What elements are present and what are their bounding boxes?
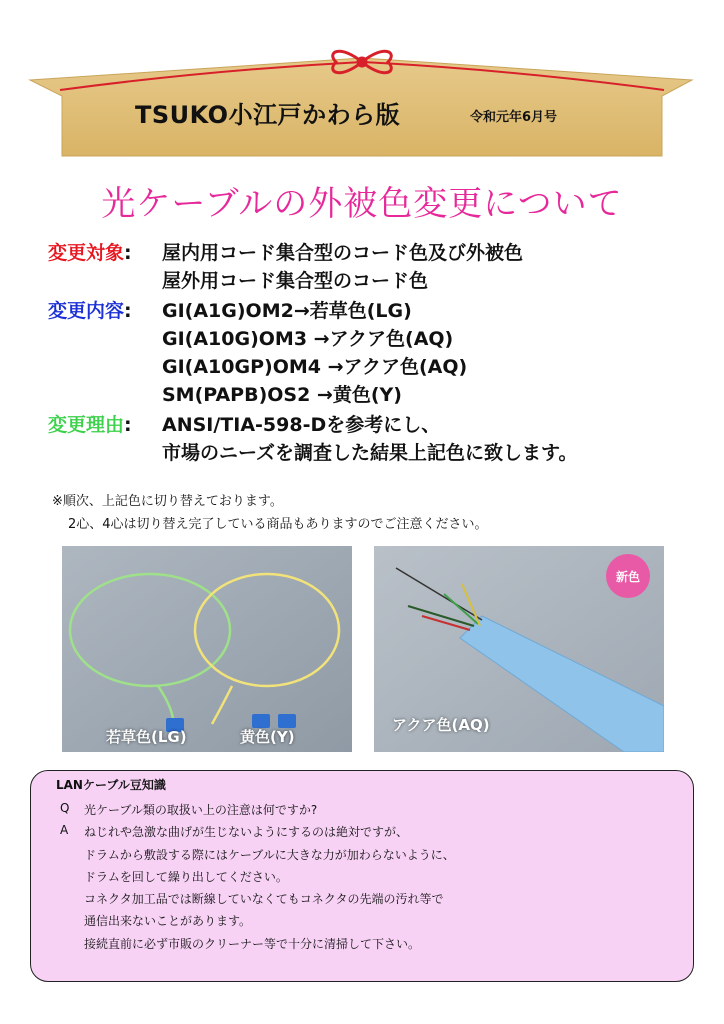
change-content-line-4: SM(PAPB)OS2 →黄色(Y) <box>162 384 402 406</box>
change-target-line-2: 屋外用コード集合型のコード色 <box>162 270 429 292</box>
caption-lg: 若草色(LG) <box>106 728 187 746</box>
tips-answer-line-1: ねじれや急激な曲げが生じないようにするのは絶対ですが、 <box>84 825 409 839</box>
roof-banner-graphic <box>0 0 724 170</box>
change-target-line-1: 屋内用コード集合型のコード色及び外被色 <box>162 242 524 264</box>
new-color-badge: 新色 <box>606 554 650 598</box>
change-content-line-2: GI(A10G)OM3 →アクア色(AQ) <box>162 328 454 350</box>
question-mark-label: Q <box>60 801 70 815</box>
caption-y: 黄色(Y) <box>240 728 295 746</box>
change-reason-line-1: ANSI/TIA-598-Dを参考にし、 <box>162 414 441 436</box>
headline: 光ケーブルの外被色変更について <box>101 184 623 224</box>
change-content-row <box>48 298 412 324</box>
tips-answer-line-2: ドラムから敷設する際にはケーブルに大きな力が加わらないように、 <box>84 848 455 862</box>
caption-aq: アクア色(AQ) <box>392 716 490 734</box>
change-reason-row <box>48 412 440 438</box>
newsletter-title: TSUKO小江戸かわら版 <box>135 101 401 129</box>
header-banner <box>0 0 724 170</box>
note-line-1: ※順次、上記色に切り替えております。 <box>52 494 283 509</box>
change-target-label: 変更対象: <box>48 242 132 264</box>
tips-answer-line-3: ドラムを回して繰り出してください。 <box>84 870 288 884</box>
fiber-cord-photo <box>62 546 352 752</box>
change-content-line-3: GI(A10GP)OM4 →アクア色(AQ) <box>162 356 468 378</box>
change-target-row <box>48 240 523 266</box>
aqua-cable-photo <box>374 546 664 752</box>
tips-question: 光ケーブル類の取扱い上の注意は何ですか? <box>84 803 318 817</box>
change-content-label: 変更内容: <box>48 300 132 322</box>
tips-answer-line-5: 通信出来ないことがあります。 <box>84 914 252 928</box>
change-reason-label: 変更理由: <box>48 414 132 436</box>
tips-answer-line-4: コネクタ加工品では断線していなくてもコネクタの先端の汚れ等で <box>84 892 444 906</box>
note-line-2: 2心、4心は切り替え完了している商品もありますのでご注意ください。 <box>68 517 488 532</box>
tips-title: LANケーブル豆知識 <box>56 778 166 792</box>
change-content-line-1: GI(A1G)OM2→若草色(LG) <box>162 300 412 322</box>
change-reason-line-2: 市場のニーズを調査した結果上記色に致します。 <box>162 442 578 464</box>
issue-date: 令和元年6月号 <box>470 110 558 125</box>
answer-mark-label: A <box>60 823 69 837</box>
tips-answer-line-6: 接続直前に必ず市販のクリーナー等で十分に清掃して下さい。 <box>84 937 421 951</box>
